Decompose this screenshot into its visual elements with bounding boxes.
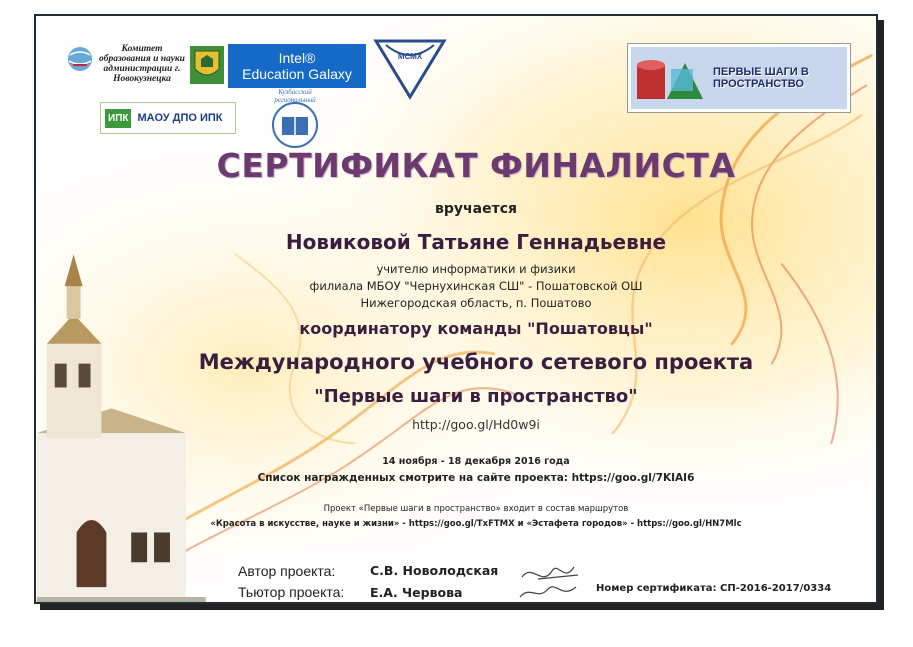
routes-note-line2[interactable]: «Красота в искусстве, науке и жизни» - https://goo.gl/TxFTMX и «Эстафета городов» - https://goo.gl/HN7Mlc: [210, 519, 742, 529]
project-intro: Международного учебного сетевого проекта: [198, 350, 754, 374]
project-logo-first-steps: [628, 44, 850, 112]
intel-logo-line2: Education Galaxy: [242, 66, 352, 82]
certificate-number: Номер сертификата: СП-2016-2017/0334: [596, 583, 832, 594]
project-name: "Первые шаги в пространство": [314, 386, 638, 407]
author-label: Автор проекта:: [238, 563, 336, 579]
project-logo-line1: ПЕРВЫЕ ШАГИ В: [713, 66, 809, 78]
msmx-triangle-logo: [371, 34, 449, 104]
winners-list-link[interactable]: Список награжденных смотрите на сайте проекта: https://goo.gl/7KIAI6: [257, 472, 695, 484]
kuzbass-logo-text: Кузбасский региональный: [274, 88, 316, 104]
maou-logo-text: МАОУ ДПО ИПК: [137, 112, 223, 124]
project-dates: 14 ноября - 18 декабря 2016 года: [382, 456, 570, 467]
3d-shapes-icon: [631, 49, 709, 107]
komitet-logo-text: Комитет образования и науки администрации г. Новокузнецка: [99, 44, 185, 84]
project-logo-line2: ПРОСТРАНСТВО: [713, 78, 804, 90]
ipk-mark-icon: ИПК: [105, 109, 131, 128]
recipient-location: Нижегородская область, п. Пошатово: [360, 296, 592, 310]
recipient-role: координатору команды "Пошатовцы": [299, 319, 653, 338]
maou-dpo-ipk-logo: [100, 102, 236, 134]
signature-panel: [232, 553, 588, 603]
msmx-logo-text: МСМХ: [397, 52, 423, 61]
awarded-text: вручается: [435, 201, 517, 217]
globe-logo-icon: [64, 44, 96, 74]
recipient-position: учителю информатики и физики: [376, 262, 576, 276]
msmx-triangle-icon: [372, 35, 448, 103]
recipient-school: филиала МБОУ "Чернухинская СШ" - Пошатовской ОШ: [309, 279, 643, 293]
certificate-frame: [34, 14, 878, 604]
project-link[interactable]: http://goo.gl/Hd0w9i: [412, 417, 540, 432]
author-name: С.В. Новолодская: [370, 563, 499, 578]
certificate-title: СЕРТИФИКАТ ФИНАЛИСТА: [216, 146, 736, 185]
intel-logo-line1: Intel®: [278, 50, 316, 66]
routes-note-line1: Проект «Первые шаги в пространство» входит в состав маршрутов: [323, 504, 629, 514]
frame-shadow-bottom: [40, 604, 884, 610]
handwritten-signature-icon: [518, 557, 586, 601]
city-coat-of-arms-icon: [190, 46, 224, 84]
intel-education-galaxy-logo: [228, 44, 366, 88]
frame-shadow-right: [878, 20, 884, 610]
recipient-name: Новиковой Татьяне Геннадьевне: [285, 230, 667, 254]
tutor-name: Е.А. Червова: [370, 585, 463, 600]
tutor-label: Тьютор проекта:: [238, 584, 345, 600]
